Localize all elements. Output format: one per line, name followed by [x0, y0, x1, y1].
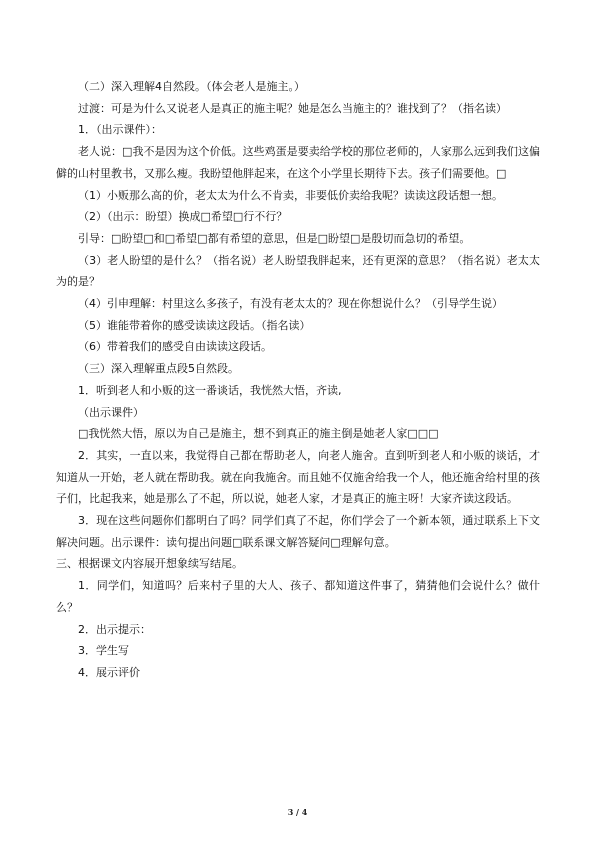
page-number: 3 / 4	[287, 807, 308, 817]
paragraph: （2）（出示：盼望）换成□希望□行不行？	[78, 210, 288, 224]
paragraph: 引导：□盼望□和□希望□都有希望的意思，但是□盼望□是殷切而急切的希望。	[78, 231, 471, 245]
paragraph: 2．出示提示：	[78, 622, 151, 636]
paragraph: 3．学生写	[78, 644, 129, 658]
paragraph: （6）带着我们的感受自由读读这段话。	[78, 340, 272, 354]
paragraph: 1．同学们，知道吗？后来村子里的大人、孩子、都知道这件事了，猜猜他们会说什么？做什么？	[56, 579, 540, 614]
section-heading: 三、根据课文内容展开想象续写结尾。	[56, 557, 243, 571]
paragraph: 过渡：可是为什么又说老人是真正的施主呢？她是怎么当施主的？谁找到了？（指名读）	[78, 101, 507, 115]
paragraph: 2．其实，一直以来，我觉得自己都在帮助老人，向老人施舍。直到听到老人和小贩的谈话，才知道从一开始，老人就在帮助我。就在向我施舍。而且她不仅施舍给我一个人，他还施舍给村里的孩子们，比起我来，她是那么了不起，所以说，她老人家，才是真正的施主呀！大家齐读这段话。	[56, 448, 540, 506]
paragraph: 1．听到老人和小贩的这一番谈话，我恍然大悟，齐读,	[78, 383, 342, 397]
paragraph: （4）引申理解：村里这么多孩子，有没有老太太的？现在你想说什么？（引导学生说）	[78, 297, 503, 311]
paragraph: （二）深入理解4自然段。（体会老人是施主。）	[78, 80, 305, 93]
paragraph: 3．现在这些问题你们都明白了吗？同学们真了不起，你们学会了一个新本领，通过联系上下文解决问题。出示课件：读句提出问题□联系课文解答疑问□理解句意。	[56, 514, 540, 549]
paragraph: 4．展示评价	[78, 665, 140, 679]
section-heading: （三）深入理解重点段5自然段。	[78, 362, 239, 376]
paragraph: 老人说：□我不是因为这个价低。这些鸡蛋是要卖给学校的那位老师的，人家那么远到我们这偏僻的山村里教书，又那么瘦。我盼望他胖起来，在这个小学里长期待下去。孩子们需要他。□	[56, 145, 540, 180]
paragraph: 1．（出示课件）：	[78, 123, 162, 137]
paragraph: （5）谁能带着你的感受读读这段话。（指名读）	[78, 318, 311, 332]
paragraph: （1）小贩那么高的价，老太太为什么不肯卖，非要低价卖给我呢？读读这段话想一想。	[78, 188, 503, 202]
paragraph: （出示课件）	[78, 405, 144, 419]
page-body	[56, 76, 540, 684]
paragraph: （3）老人盼望的是什么？（指名说）老人盼望我胖起来，还有更深的意思？（指名说）老太太为的是？	[56, 253, 540, 289]
paragraph: □我恍然大悟，原以为自己是施主，想不到真正的施主倒是她老人家□□□	[78, 427, 439, 441]
